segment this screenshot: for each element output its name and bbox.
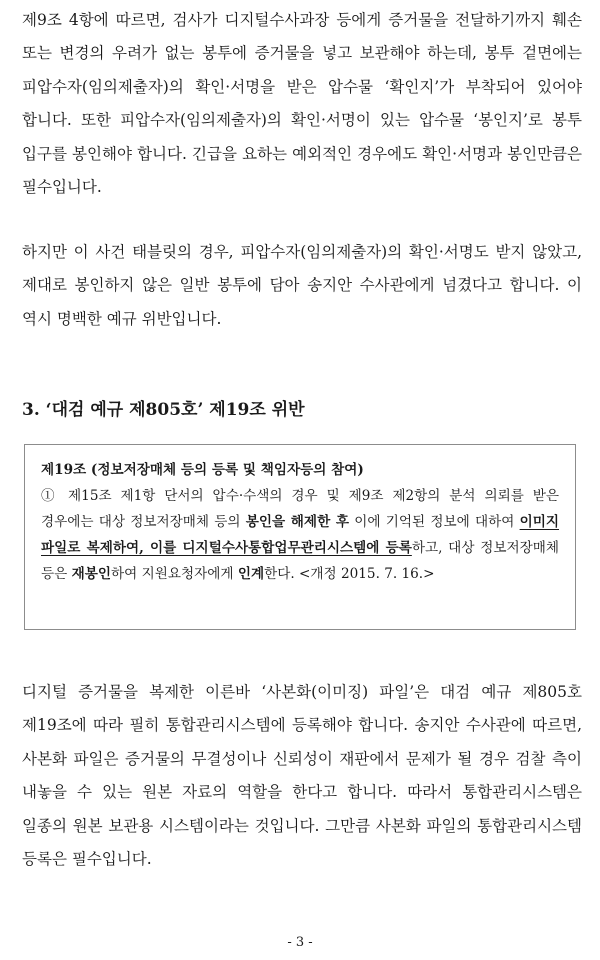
body-paragraph: 디지털 증거물을 복제한 이른바 ‘사본화(이미징) 파일’은 대검 예규 제805호 제19조에 따라 필히 통합관리시스템에 등록해야 합니다. 송지안 수사관에 따르면, 사본화 파일은 증거물의 무결성이나 신뢰성이 재판에서 문제가 될 경우 검찰 측이 내놓을 수 있는 원본 자료의 역할을 한다고 합니다. 따라서 통합관리시스템은 일종의 원본 보관용 시스템이라는 것입니다. 그만큼 사본화 파일의 통합관리시스템 등록은 필수입니다.	[22, 683, 582, 869]
quote-text: 한다. <개정 2015. 7. 16.>	[264, 566, 435, 582]
body-paragraph: 제9조 4항에 따르면, 검사가 디지털수사과장 등에게 증거물을 전달하기까지 훼손 또는 변경의 우려가 없는 봉투에 증거물을 넣고 보관해야 하는데, 봉투 겉면에는 피압수자(임의제출자)의 확인·서명을 받은 압수물 ‘확인지’가 부착되어 있어야 합니다. 또한 피압수자(임의제출자)의 확인·서명이 있는 압수물 ‘봉인지’로 봉투 입구를 봉인해야 합니다. 긴급을 요하는 예외적인 경우에도 확인·서명과 봉인만큼은 필수입니다.	[22, 11, 582, 197]
quote-text: 이에 기억된 정보에 대하여	[348, 514, 520, 530]
quote-emphasis: 인계	[237, 566, 265, 582]
regulation-quote-box	[24, 444, 576, 630]
quote-emphasis-underlined: 이미지 파일로 복제하여, 이를 디지털수사통합업무관리시스템에 등록	[41, 514, 559, 556]
quote-emphasis: 재봉인	[71, 566, 111, 582]
regulation-article-title: 제19조 (정보저장매체 등의 등록 및 책임자등의 참여)	[41, 462, 364, 478]
section-heading: 3. ‘대검 예규 제805호’ 제19조 위반	[22, 400, 305, 420]
quote-text: ① 제15조 제1항 단서의 압수·수색의 경우 및 제9조 제2항의 분석 의뢰를 받은 경우에는 대상 정보저장매체 등의	[41, 488, 559, 530]
body-paragraph: 하지만 이 사건 태블릿의 경우, 피압수자(임의제출자)의 확인·서명도 받지 않았고, 제대로 봉인하지 않은 일반 봉투에 담아 송지안 수사관에게 넘겼다고 합니다. 이 역시 명백한 예규 위반입니다.	[22, 243, 582, 328]
page-number: - 3 -	[287, 935, 313, 950]
quote-emphasis: 봉인을 해제한 후	[245, 514, 349, 530]
quote-text: 하여 지원요청자에게	[111, 566, 238, 582]
regulation-article-body	[41, 483, 559, 587]
quote-text: 하고, 대상 정보저장매체 등은	[41, 540, 559, 582]
